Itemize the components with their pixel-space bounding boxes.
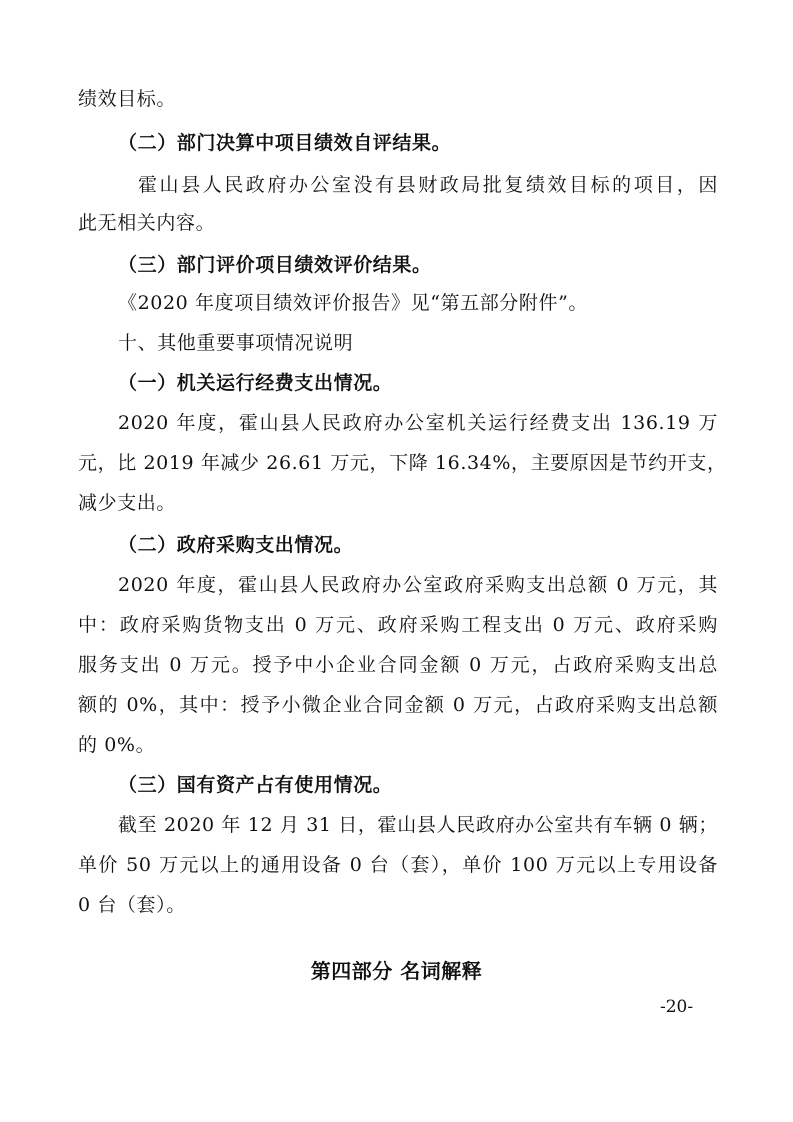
- body-text-line: 的 0%。: [78, 734, 156, 756]
- body-text-line: 0 台（套）。: [78, 894, 186, 916]
- body-text-line: 霍山县人民政府办公室没有县财政局批复绩效目标的项目，因: [138, 174, 718, 196]
- page-number: -20-: [660, 997, 694, 1017]
- body-text-line: 服务支出 0 万元。授予中小企业合同金额 0 万元，占政府采购支出总: [78, 654, 718, 676]
- body-text-line: 单价 50 万元以上的通用设备 0 台（套），单价 100 万元以上专用设备: [78, 854, 718, 876]
- section-heading: （一）机关运行经费支出情况。: [118, 372, 393, 394]
- body-text-line: 元，比 2019 年减少 26.61 万元，下降 16.34%，主要原因是节约开支，: [78, 452, 727, 474]
- body-text-line: 中：政府采购货物支出 0 万元、政府采购工程支出 0 万元、政府采购: [78, 614, 718, 636]
- body-text-line: 额的 0%，其中：授予小微企业合同金额 0 万元，占政府采购支出总额: [78, 694, 718, 716]
- body-text-line: 减少支出。: [78, 492, 177, 514]
- chapter-heading: 十、其他重要事项情况说明: [118, 332, 354, 354]
- section-heading: （二）政府采购支出情况。: [118, 534, 354, 556]
- section-heading: （三）国有资产占有使用情况。: [118, 774, 393, 796]
- body-text-line: 2020 年度，霍山县人民政府办公室政府采购支出总额 0 万元，其: [118, 574, 718, 596]
- body-text-line: 《2020 年度项目绩效评价报告》见“第五部分附件”。: [118, 292, 589, 314]
- body-text-line: 绩效目标。: [78, 88, 177, 110]
- body-text-line: 2020 年度，霍山县人民政府办公室机关运行经费支出 136.19 万: [118, 412, 718, 434]
- body-text-line: 此无相关内容。: [78, 212, 216, 234]
- body-text-line: 截至 2020 年 12 月 31 日，霍山县人民政府办公室共有车辆 0 辆；: [118, 814, 718, 836]
- part-title: 第四部分 名词解释: [310, 959, 483, 983]
- section-heading: （三）部门评价项目绩效评价结果。: [118, 254, 432, 276]
- section-heading: （二）部门决算中项目绩效自评结果。: [118, 132, 452, 154]
